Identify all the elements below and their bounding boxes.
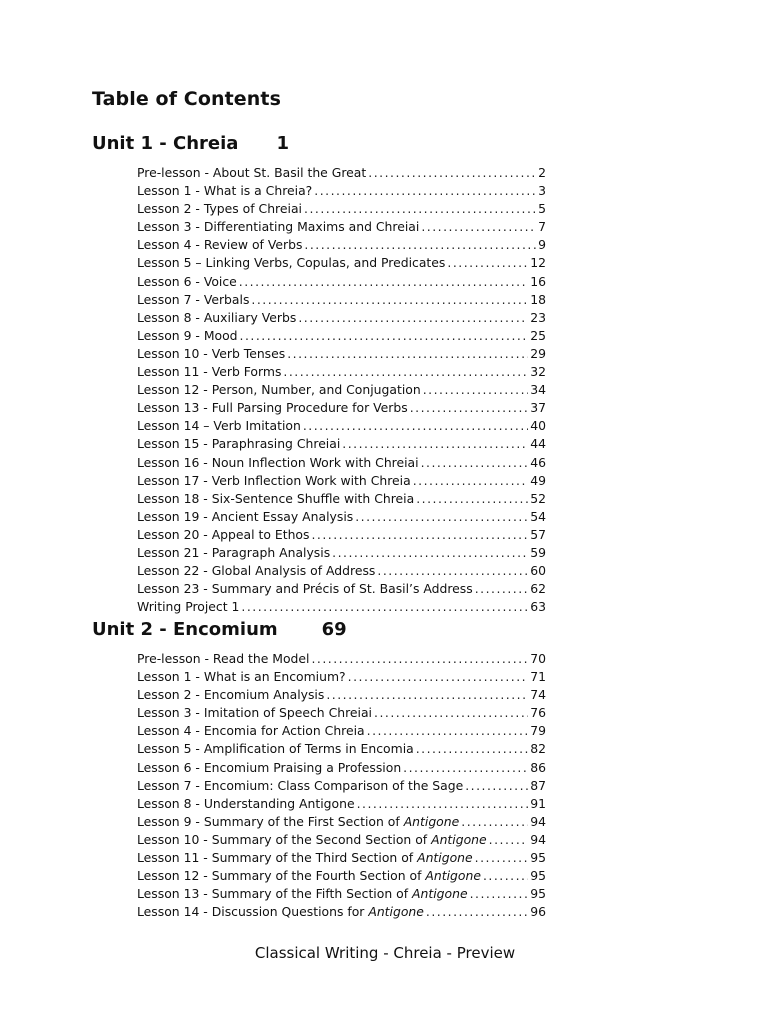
toc-entry-label-text: Lesson 17 - Verb Inflection Work with Chreia [137,472,411,488]
toc-entry-label [137,454,419,472]
toc-entry-italic-title: Antigone [425,868,481,884]
toc-entry-label [137,236,302,254]
dot-leader [326,686,528,704]
toc-entry-label [137,182,312,200]
toc-entry-label-text: Lesson 1 - What is a Chreia? [137,183,313,199]
toc-entry-label [137,722,365,740]
dot-leader [483,867,528,885]
toc-entry-page: 52 [530,490,546,506]
dot-leader [314,182,536,200]
dot-leader [304,236,536,254]
toc-entry-label [137,327,238,345]
dot-leader [416,740,528,758]
toc-entry-label [137,399,408,417]
toc-entry-italic-title: Antigone [403,813,460,829]
toc-entry-label-text: Lesson 13 - Summary of the Fifth Section of [137,886,409,902]
dot-leader [489,831,529,849]
toc-entry-label [137,291,249,309]
toc-entry-label-text: Lesson 2 - Encomium Analysis [137,687,325,703]
toc-entry-label [137,381,421,399]
dot-leader [403,759,528,777]
unit-2-entry-list [137,650,546,921]
toc-entry[interactable] [137,562,546,580]
toc-entry[interactable] [137,164,546,182]
toc-entry-page: 44 [530,436,546,452]
dot-leader [410,399,529,417]
dot-leader [332,544,528,562]
toc-entry-page: 37 [530,400,546,416]
dot-leader [423,381,529,399]
toc-entry-label [137,218,419,236]
dot-leader [475,580,529,598]
toc-entry-label [137,831,487,849]
dot-leader [421,218,536,236]
toc-entry-label [137,363,281,381]
toc-entry-label-text: Lesson 9 - Summary of the First Section of [137,813,400,829]
toc-entry[interactable] [137,363,546,381]
dot-leader [304,200,536,218]
toc-entry-page: 59 [530,544,546,560]
toc-entry-page: 96 [530,904,546,920]
toc-entry-page: 63 [530,599,546,615]
dot-leader [241,598,528,616]
toc-entry-page: 95 [530,850,546,866]
toc-entry-label-text: Lesson 5 – Linking Verbs, Copulas, and Predicates [137,255,446,271]
toc-entry-label [137,309,296,327]
toc-entry-label-text: Lesson 13 - Full Parsing Procedure for Verbs [137,400,408,416]
toc-entry-page: 5 [538,201,546,217]
toc-entry[interactable] [137,686,546,704]
toc-entry-page: 54 [530,508,546,524]
dot-leader [374,704,528,722]
toc-entry-label-text: Lesson 10 - Verb Tenses [137,345,286,361]
toc-entry[interactable] [137,580,546,598]
toc-entry-label [137,417,301,435]
toc-entry-label [137,164,366,182]
dot-leader [348,668,529,686]
toc-entry-label-text: Lesson 7 - Encomium: Class Comparison of the Sage [137,777,464,793]
toc-entry-page: 46 [530,454,546,470]
toc-entry-label-text: Lesson 6 - Encomium Praising a Profession [137,759,402,775]
toc-entry-label-text: Lesson 9 - Mood [137,327,238,343]
toc-entry-page: 74 [530,687,546,703]
dot-leader [311,650,528,668]
toc-entry[interactable] [137,508,546,526]
toc-entry-page: 70 [530,651,546,666]
toc-entry-page: 95 [530,886,546,902]
toc-entry[interactable] [137,291,546,309]
dot-leader [298,309,528,327]
toc-entry-label-text: Pre-lesson - Read the Model [137,651,310,666]
unit-heading[interactable] [92,619,347,640]
toc-entry[interactable] [137,813,546,831]
toc-entry-label-text: Lesson 14 – Verb Imitation [137,418,301,434]
toc-entry[interactable] [137,544,546,562]
toc-entry-label [137,200,302,218]
toc-entry-label-text: Lesson 7 - Verbals [137,291,250,307]
toc-entry[interactable] [137,454,546,472]
toc-entry-label [137,254,445,272]
toc-entry-label [137,273,237,291]
toc-entry-page: 86 [530,759,546,775]
toc-entry-label-text: Lesson 21 - Paragraph Analysis [137,544,331,560]
dot-leader [470,885,529,903]
toc-entry-page: 25 [530,327,546,343]
toc-entry-page: 32 [530,364,546,380]
toc-entry-label-text: Lesson 5 - Amplification of Terms in Encomia [137,741,414,757]
dot-leader [461,813,528,831]
toc-entry[interactable] [137,598,546,616]
toc-entry-page: 49 [530,472,546,488]
toc-entry-label-text: Lesson 11 - Summary of the Third Section of [137,850,414,866]
unit-heading-page: 69 [321,619,347,640]
toc-entry-page: 76 [530,705,546,721]
toc-entry-label-text: Lesson 3 - Imitation of Speech Chreiai [137,705,373,721]
toc-entry[interactable] [137,722,546,740]
dot-leader [413,472,529,490]
toc-entry-label-text: Lesson 15 - Paraphrasing Chreiai [137,436,341,452]
toc-entry-label [137,740,414,758]
toc-entry-label [137,544,330,562]
toc-entry-label [137,704,372,722]
toc-entry-italic-title: Antigone [368,904,424,920]
toc-entry[interactable] [137,849,546,867]
toc-entry-label [137,490,414,508]
toc-entry[interactable] [137,417,546,435]
toc-entry-label-text: Lesson 6 - Voice [137,273,237,289]
dot-leader [367,722,529,740]
toc-entry-label [137,580,473,598]
toc-entry[interactable] [137,399,546,417]
unit-heading-label: Unit 2 - Encomium [92,619,278,640]
toc-entry-page: 7 [538,219,546,235]
dot-leader [283,363,528,381]
dot-leader [287,345,528,363]
dot-leader [311,526,528,544]
toc-entry-label-text: Lesson 2 - Types of Chreiai [137,201,302,217]
toc-entry-page: 82 [530,741,546,757]
dot-leader [355,508,528,526]
toc-entry-label [137,472,411,490]
toc-entry-label-text: Lesson 4 - Encomia for Action Chreia [137,723,365,739]
toc-entry-label [137,508,353,526]
toc-entry-label [137,435,340,453]
unit-heading-label: Unit 1 - Chreia [92,133,239,154]
toc-entry-page: 29 [530,345,546,361]
toc-entry[interactable] [137,435,546,453]
toc-entry[interactable] [137,327,546,345]
toc-entry-page: 71 [530,669,546,685]
dot-leader [239,273,528,291]
toc-entry-label-text: Writing Project 1 [137,599,240,615]
toc-entry-page: 2 [538,165,546,180]
toc-entry[interactable] [137,867,546,885]
unit-1-entry-list [137,164,546,616]
toc-entry[interactable] [137,885,546,903]
toc-entry-page: 57 [530,526,546,542]
toc-entry-page: 9 [538,237,546,253]
toc-entry[interactable] [137,650,546,668]
toc-entry-label [137,849,473,867]
dot-leader [421,454,529,472]
toc-entry-label-text: Lesson 14 - Discussion Questions for [137,904,365,920]
toc-entry-page: 23 [530,309,546,325]
toc-entry-page: 60 [530,563,546,579]
toc-entry-label-text: Lesson 23 - Summary and Précis of St. Basil’s Address [137,581,473,597]
toc-entry-page: 16 [530,273,546,289]
toc-entry-page: 40 [530,418,546,434]
dot-leader [377,562,528,580]
toc-entry-label [137,903,424,921]
toc-entry[interactable] [137,218,546,236]
toc-entry[interactable] [137,345,546,363]
toc-entry-label [137,598,239,616]
toc-entry-label-text: Lesson 18 - Six-Sentence Shuffle with Chreia [137,490,415,506]
toc-entry-label [137,813,459,831]
dot-leader [447,254,528,272]
toc-entry[interactable] [137,254,546,272]
dot-leader [240,327,529,345]
toc-entry[interactable] [137,831,546,849]
toc-entry-page: 34 [530,382,546,398]
dot-leader [416,490,528,508]
toc-entry-page: 3 [538,183,546,199]
toc-entry[interactable] [137,472,546,490]
toc-entry-label [137,867,481,885]
toc-entry-page: 95 [530,868,546,884]
toc-entry-page: 91 [530,795,546,811]
toc-entry-label-text: Lesson 12 - Person, Number, and Conjugation [137,382,421,398]
toc-entry[interactable] [137,740,546,758]
dot-leader [368,164,536,182]
toc-entry-label-text: Lesson 10 - Summary of the Second Section of [137,831,428,847]
toc-entry-label-text: Lesson 22 - Global Analysis of Address [137,563,376,579]
dot-leader [251,291,528,309]
toc-entry[interactable] [137,236,546,254]
toc-entry-page: 18 [530,291,546,307]
toc-entry-label [137,777,463,795]
toc-entry-label-text: Lesson 1 - What is an Encomium? [137,669,346,685]
toc-entry-label [137,759,401,777]
toc-entry-page: 62 [530,581,546,597]
toc-entry[interactable] [137,490,546,508]
page-footer: Classical Writing - Chreia - Preview [254,944,516,962]
toc-entry-label [137,686,324,704]
dot-leader [303,417,528,435]
dot-leader [426,903,528,921]
toc-entry-label-text: Lesson 20 - Appeal to Ethos [137,526,310,542]
toc-entry-label-text: Lesson 12 - Summary of the Fourth Section of [137,868,422,884]
toc-entry-label-text: Pre-lesson - About St. Basil the Great [137,165,367,180]
toc-entry-label [137,526,309,544]
toc-entry[interactable] [137,273,546,291]
toc-entry-page: 87 [530,777,546,793]
toc-entry-italic-title: Antigone [431,831,487,847]
toc-entry[interactable] [137,200,546,218]
toc-entry-label-text: Lesson 8 - Auxiliary Verbs [137,309,297,325]
toc-entry[interactable] [137,795,546,813]
toc-entry[interactable] [137,182,546,200]
toc-entry[interactable] [137,309,546,327]
toc-entry[interactable] [137,381,546,399]
toc-entry[interactable] [137,704,546,722]
unit-heading[interactable] [92,133,289,154]
dot-leader [342,435,528,453]
toc-entry[interactable] [137,526,546,544]
toc-entry-label-text: Lesson 19 - Ancient Essay Analysis [137,508,354,524]
toc-entry-italic-title: Antigone [412,886,468,902]
page-title: Table of Contents [92,88,281,110]
toc-entry[interactable] [137,759,546,777]
toc-entry-page: 94 [530,813,546,829]
toc-entry-page: 12 [530,255,546,271]
toc-entry-page: 94 [530,831,546,847]
toc-entry-label [137,650,309,668]
toc-entry-label-text: Lesson 11 - Verb Forms [137,364,282,380]
dot-leader [465,777,528,795]
toc-entry[interactable] [137,668,546,686]
toc-entry-italic-title: Antigone [417,850,473,866]
toc-entry[interactable] [137,903,546,921]
toc-entry-label [137,795,355,813]
toc-entry-label [137,562,375,580]
toc-entry-label-text: Lesson 8 - Understanding Antigone [137,795,355,811]
toc-entry-label [137,345,285,363]
dot-leader [357,795,529,813]
toc-entry-label-text: Lesson 3 - Differentiating Maxims and Chreiai [137,219,420,235]
toc-entry-label [137,668,346,686]
toc-entry-page: 79 [530,723,546,739]
toc-entry[interactable] [137,777,546,795]
unit-heading-page: 1 [276,133,289,154]
toc-entry-label-text: Lesson 4 - Review of Verbs [137,237,303,253]
dot-leader [475,849,529,867]
toc-entry-label [137,885,468,903]
toc-entry-label-text: Lesson 16 - Noun Inflection Work with Chreiai [137,454,419,470]
